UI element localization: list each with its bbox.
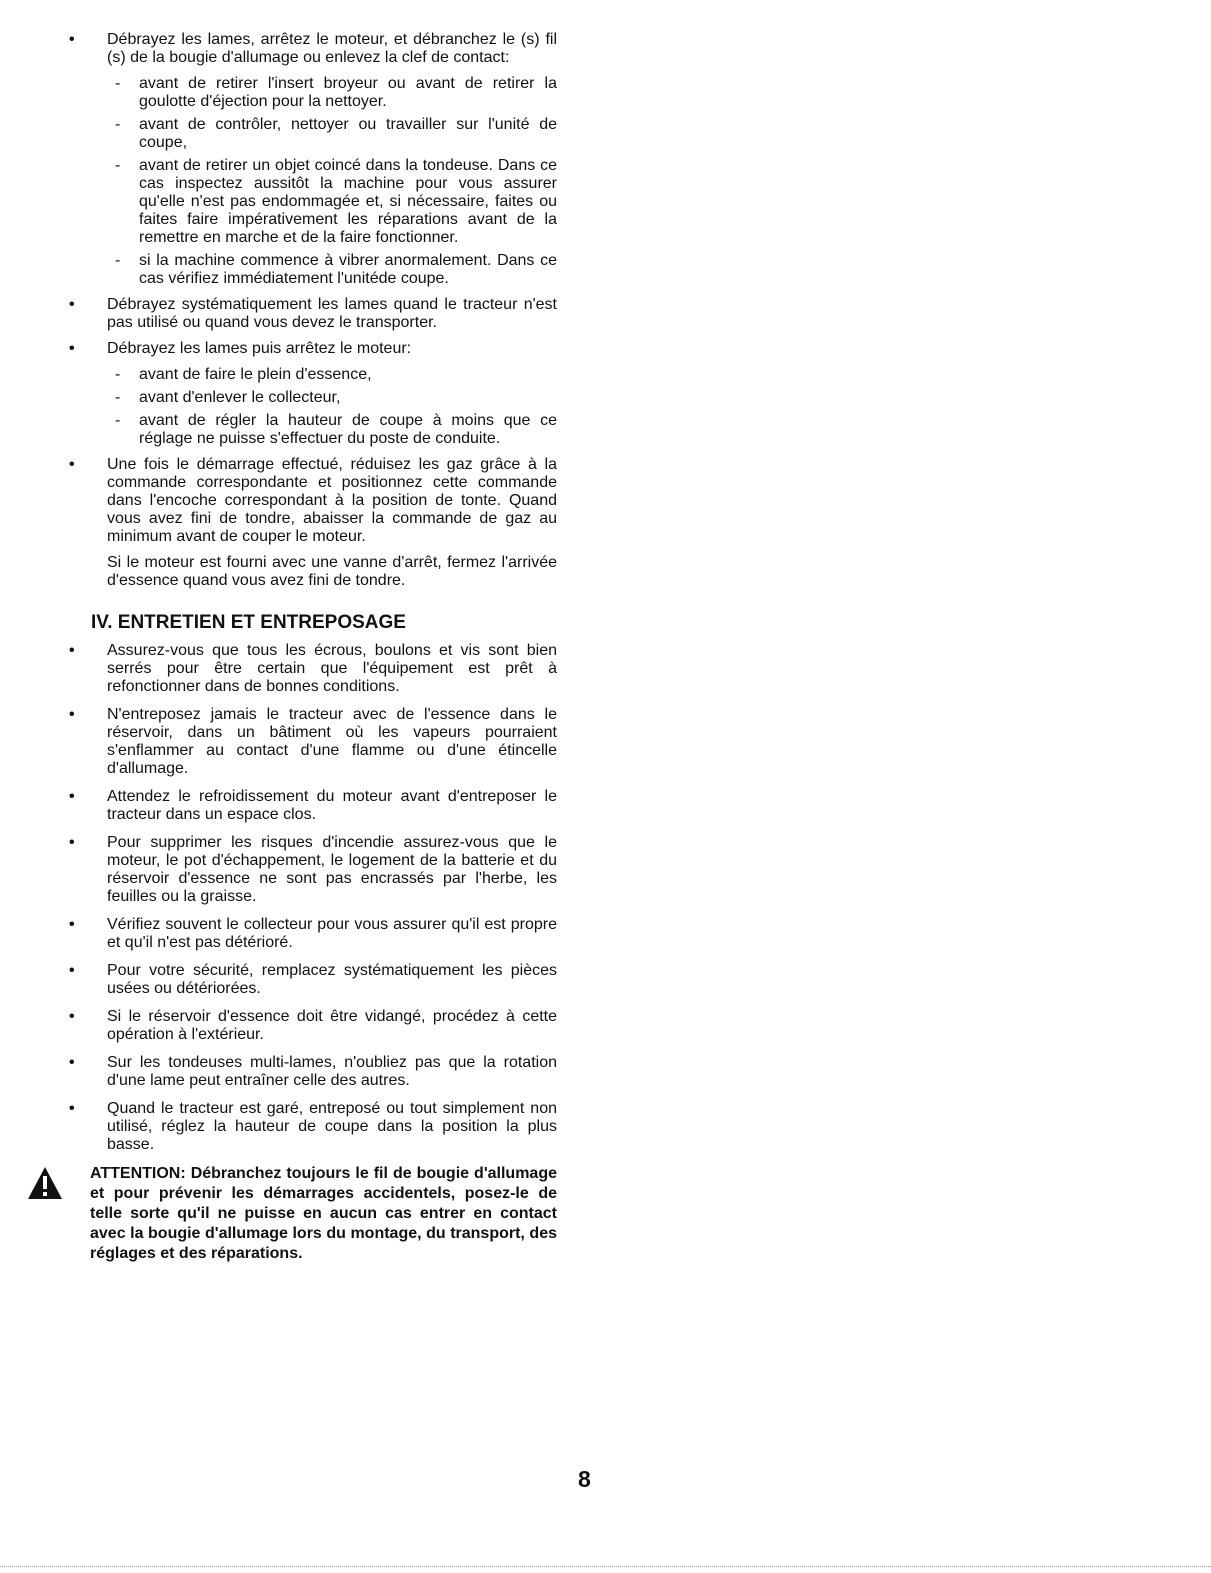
section-heading: IV. ENTRETIEN ET ENTREPOSAGE <box>91 612 406 633</box>
bullet-marker: • <box>69 962 75 979</box>
bullet-marker: • <box>69 642 75 659</box>
bullet-marker: • <box>69 31 75 48</box>
bullet-text: Pour votre sécurité, remplacez systématiquement les pièces usées ou détériorées. <box>107 962 557 997</box>
bullet-text: Vérifiez souvent le collecteur pour vous assurer qu'il est propre et qu'il n'est pas détérioré. <box>107 916 557 951</box>
bullet-item <box>69 1054 557 1090</box>
bullet-text: Une fois le démarrage effectué, réduisez les gaz grâce à la commande correspondante et positionnez cette commande dans l'encoche correspondant à la position de tonte. Quand vous avez fini de tondre, abaisser la commande de gaz au minimum avant de couper le moteur. <box>107 456 557 545</box>
bullet-text: N'entreposez jamais le tracteur avec de l'essence dans le réservoir, dans un bâtiment où les vapeurs pourraient s'enflammer au contact d'une flamme ou d'une étincelle d'allumage. <box>107 706 557 777</box>
bullet-marker: • <box>69 296 75 313</box>
bullet-marker: • <box>69 834 75 851</box>
bullet-text: Débrayez les lames, arrêtez le moteur, et débranchez le (s) fil (s) de la bougie d'allumage ou enlevez la clef de contact: <box>107 31 557 66</box>
text-column <box>69 31 557 1264</box>
bullet-text: Débrayez systématiquement les lames quand le tracteur n'est pas utilisé ou quand vous devez le transporter. <box>107 296 557 331</box>
sub-text: avant de contrôler, nettoyer ou travailler sur l'unité de coupe, <box>139 116 557 151</box>
page-number: 8 <box>578 1466 591 1492</box>
sub-text: avant de retirer un objet coincé dans la tondeuse. Dans ce cas inspectez aussitôt la machine pour vous assurer qu'elle n'est pas endommagée et, si nécessaire, faites ou faites faire impérativement les réparations avant de la remettre en marche et de la faire fonctionner. <box>139 157 557 246</box>
bullet-item <box>69 642 557 696</box>
bullet-item <box>69 456 557 546</box>
bullet-text: Quand le tracteur est garé, entreposé ou tout simplement non utilisé, réglez la hauteur de coupe dans la position la plus basse. <box>107 1100 557 1153</box>
dash-marker: - <box>115 389 121 406</box>
bullet-text: Assurez-vous que tous les écrous, boulons et vis sont bien serrés pour être certain que l'équipement est prêt à refonctionner dans de bonnes conditions. <box>107 642 557 695</box>
dash-marker: - <box>115 252 121 269</box>
sub-text: avant de retirer l'insert broyeur ou avant de retirer la goulotte d'éjection pour la nettoyer. <box>139 75 557 110</box>
sub-item <box>69 157 557 247</box>
sub-item <box>69 116 557 152</box>
dash-marker: - <box>115 75 121 92</box>
bullet-marker: • <box>69 706 75 723</box>
bullet-text: Si le réservoir d'essence doit être vidangé, procédez à cette opération à l'extérieur. <box>107 1008 557 1043</box>
bullet-item <box>69 296 557 332</box>
bullet-item <box>69 706 557 778</box>
bullet-marker: • <box>69 340 75 357</box>
paragraph: Si le moteur est fourni avec une vanne d'arrêt, fermez l'arrivée d'essence quand vous avez fini de tondre. <box>107 554 557 589</box>
dash-marker: - <box>115 366 121 383</box>
dash-marker: - <box>115 116 121 133</box>
sub-text: avant d'enlever le collecteur, <box>139 389 341 406</box>
bullet-item <box>69 962 557 998</box>
bullet-marker: • <box>69 1054 75 1071</box>
bullet-marker: • <box>69 456 75 473</box>
sub-item <box>69 412 557 448</box>
warning-block <box>69 1164 557 1264</box>
bullet-marker: • <box>69 916 75 933</box>
bullet-marker: • <box>69 1008 75 1025</box>
bullet-marker: • <box>69 788 75 805</box>
warning-triangle-icon <box>27 1166 63 1200</box>
sub-item <box>69 252 557 288</box>
bullet-text: Pour supprimer les risques d'incendie assurez-vous que le moteur, le pot d'échappement, le logement de la batterie et du réservoir d'essence ne sont pas encrassés par l'herbe, les feuilles ou la graisse. <box>107 834 557 905</box>
dash-marker: - <box>115 157 121 174</box>
bullet-item <box>69 1008 557 1044</box>
bullet-item <box>69 340 557 358</box>
sub-item <box>69 75 557 111</box>
bullet-item <box>69 1100 557 1154</box>
dash-marker: - <box>115 412 121 429</box>
sub-text: si la machine commence à vibrer anormalement. Dans ce cas vérifiez immédiatement l'unitéde coupe. <box>139 252 557 287</box>
bullet-item <box>69 916 557 952</box>
bullet-text: Sur les tondeuses multi-lames, n'oubliez pas que la rotation d'une lame peut entraîner celle des autres. <box>107 1054 557 1089</box>
sub-item <box>69 389 557 407</box>
sub-item <box>69 366 557 384</box>
bullet-item <box>69 834 557 906</box>
bullet-text: Débrayez les lames puis arrêtez le moteur: <box>107 340 412 357</box>
sub-text: avant de régler la hauteur de coupe à moins que ce réglage ne puisse s'effectuer du poste de conduite. <box>139 412 557 447</box>
warning-text: ATTENTION: Débranchez toujours le fil de bougie d'allumage et pour prévenir les démarrages accidentels, posez-le de telle sorte qu'il ne puisse en aucun cas entrer en contact avec la bougie d'allumage lors du montage, du transport, des réglages et des réparations. <box>90 1165 557 1262</box>
bottom-rule <box>0 1566 1211 1568</box>
sub-text: avant de faire le plein d'essence, <box>139 366 372 383</box>
bullet-item <box>69 31 557 67</box>
bullet-item <box>69 788 557 824</box>
bullet-text: Attendez le refroidissement du moteur avant d'entreposer le tracteur dans un espace clos. <box>107 788 557 823</box>
bullet-marker: • <box>69 1100 75 1117</box>
